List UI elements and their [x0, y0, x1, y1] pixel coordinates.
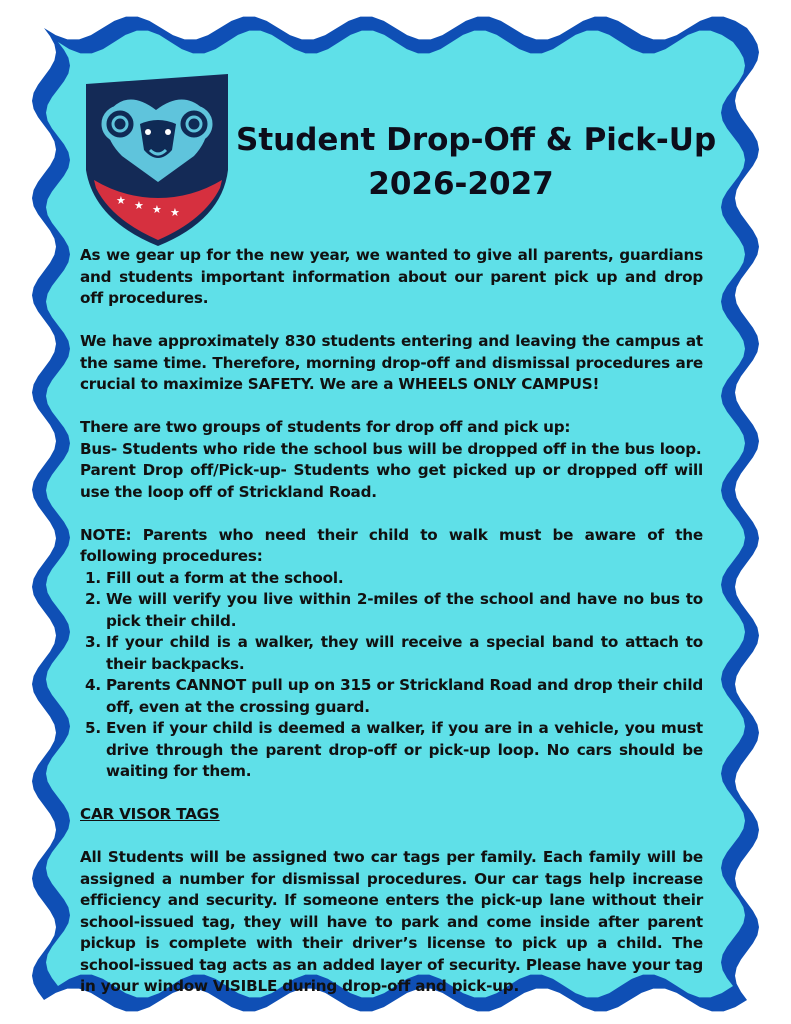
groups-bus: Bus- Students who ride the school bus will be dropped off in the bus loop.	[80, 439, 702, 458]
car-tags-paragraph: All Students will be assigned two car tags per family. Each family will be assigned a number for dismissal procedures. Our car tags help increase efficiency and security. If someone enters the pick-up lane without their school-issued tag, they will have to park and come inside after parent pickup is complete with their driver’s license to pick up a child. The school-issued tag acts as an added layer of security. Please have your tag in your window VISIBLE during drop-off and pick-up.	[80, 848, 703, 995]
safety-paragraph: We have approximately 830 students entering and leaving the campus at the same time. Therefore, morning drop-off and dismissal procedures are crucial to maximize SAFETY. We are a WHEELS ONLY CAMPUS!	[80, 332, 703, 393]
car-tags-heading: CAR VISOR TAGS	[80, 805, 220, 823]
svg-text:★: ★	[152, 203, 162, 216]
walker-procedures-list	[80, 568, 703, 783]
list-item: 4. Parents CANNOT pull up on 315 or Strickland Road and drop their child off, even at the crossing guard.	[106, 675, 703, 718]
list-item: 2. We will verify you live within 2-miles of the school and have no bus to pick their child.	[106, 589, 703, 632]
intro-paragraph: As we gear up for the new year, we wanted to give all parents, guardians and students important information about our parent pick up and drop off procedures.	[80, 246, 703, 307]
title-line-1: Student Drop-Off & Pick-Up	[236, 122, 717, 158]
svg-text:★: ★	[116, 194, 126, 207]
svg-text:★: ★	[134, 199, 144, 212]
groups-intro: There are two groups of students for drop off and pick up:	[80, 418, 571, 436]
list-item: 3. If your child is a walker, they will receive a special band to attach to their backpacks.	[106, 632, 703, 675]
groups-parent: Parent Drop off/Pick-up- Students who get picked up or dropped off will use the loop off of Strickland Road.	[80, 461, 703, 501]
title-line-2: 2026-2027	[368, 166, 554, 202]
ram-crest-icon	[82, 70, 232, 246]
list-item: 5. Even if your child is deemed a walker, if you are in a vehicle, you must drive through the parent drop-off or pick-up loop. No cars should be waiting for them.	[106, 718, 703, 783]
note-intro: NOTE: Parents who need their child to walk must be aware of the following procedures:	[80, 525, 703, 565]
list-item: 1. Fill out a form at the school.	[106, 568, 703, 590]
svg-text:★: ★	[170, 206, 180, 219]
page-title	[236, 118, 717, 206]
main-content	[80, 245, 703, 1019]
